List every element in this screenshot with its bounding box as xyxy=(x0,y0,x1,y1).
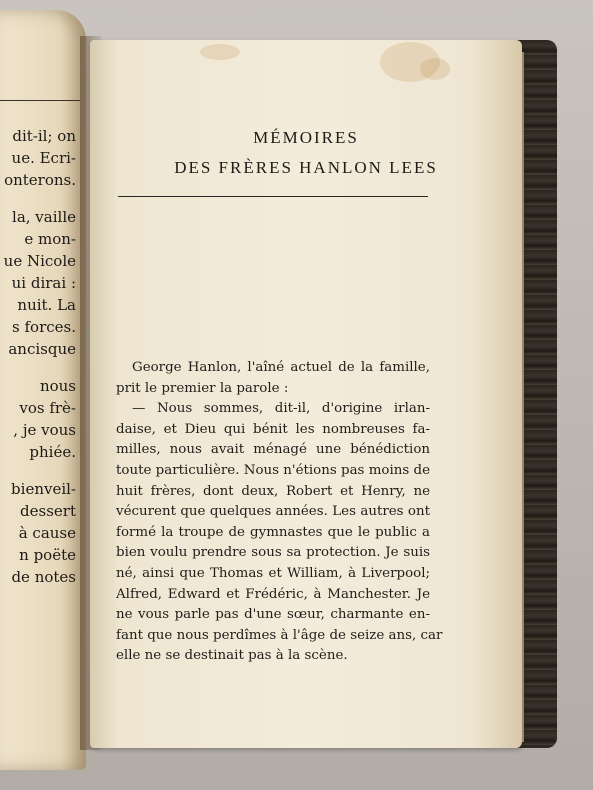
left-line: phiée. xyxy=(29,443,76,461)
foxing-stain xyxy=(420,58,450,80)
chapter-title-line1: MÉMOIRES xyxy=(253,128,359,147)
left-page-rule xyxy=(0,100,80,101)
left-line: dit-il; on xyxy=(12,127,76,145)
left-line: n poëte xyxy=(19,546,76,564)
left-line: s forces. xyxy=(12,318,76,336)
left-line: à cause xyxy=(18,524,76,542)
left-line: , je vous xyxy=(13,421,76,439)
left-line: ue Nicole xyxy=(3,252,76,270)
left-line: ui dirai : xyxy=(11,274,76,292)
title-rule xyxy=(118,196,428,197)
body-line: vécurent que quelques années. Les autres ont xyxy=(116,504,430,520)
right-page xyxy=(90,40,522,748)
left-line: dessert xyxy=(20,502,76,520)
body-line: ne vous parle pas d'une sœur, charmante en- xyxy=(116,607,430,623)
body-line: milles, nous avait ménagé une bénédiction xyxy=(116,442,430,458)
body-text xyxy=(116,358,443,667)
body-line: fant que nous perdîmes à l'âge de seize ans, car xyxy=(116,627,443,643)
left-line: nuit. La xyxy=(17,296,76,314)
body-line: George Hanlon, l'aîné actuel de la famille, xyxy=(132,360,430,375)
body-line: prit le premier la parole : xyxy=(116,380,289,396)
left-line: vos frè- xyxy=(19,399,76,417)
left-line: ancisque xyxy=(8,340,76,358)
left-page xyxy=(0,10,86,770)
left-page-text xyxy=(0,125,76,588)
body-line: daise, et Dieu qui bénit les nombreuses fa- xyxy=(116,421,430,437)
left-line: ue. Ecri- xyxy=(11,149,76,167)
chapter-title-line2: DES FRÈRES HANLON LEES xyxy=(174,158,438,177)
left-line: de notes xyxy=(11,568,76,586)
body-line: formé la troupe de gymnastes que le public a xyxy=(116,524,430,540)
body-line: toute particulière. Nous n'étions pas moins de xyxy=(116,462,430,478)
left-line: e mon- xyxy=(24,230,76,248)
body-line: huit frères, dont deux, Robert et Henry, ne xyxy=(116,483,430,499)
body-line: — Nous sommes, dit-il, d'origine irlan- xyxy=(132,401,430,417)
body-line: né, ainsi que Thomas et William, à Liverpool; xyxy=(116,565,430,581)
body-line: Alfred, Edward et Frédéric, à Manchester. Je xyxy=(116,586,430,602)
left-line: bienveil- xyxy=(11,480,76,498)
foxing-stain xyxy=(200,44,240,60)
left-line: la, vaille xyxy=(12,208,76,226)
body-line: bien voulu prendre sous sa protection. Je suis xyxy=(116,545,430,561)
body-line: elle ne se destinait pas à la scène. xyxy=(116,648,348,664)
left-line: nous xyxy=(39,377,76,395)
left-line: onterons. xyxy=(4,171,76,189)
